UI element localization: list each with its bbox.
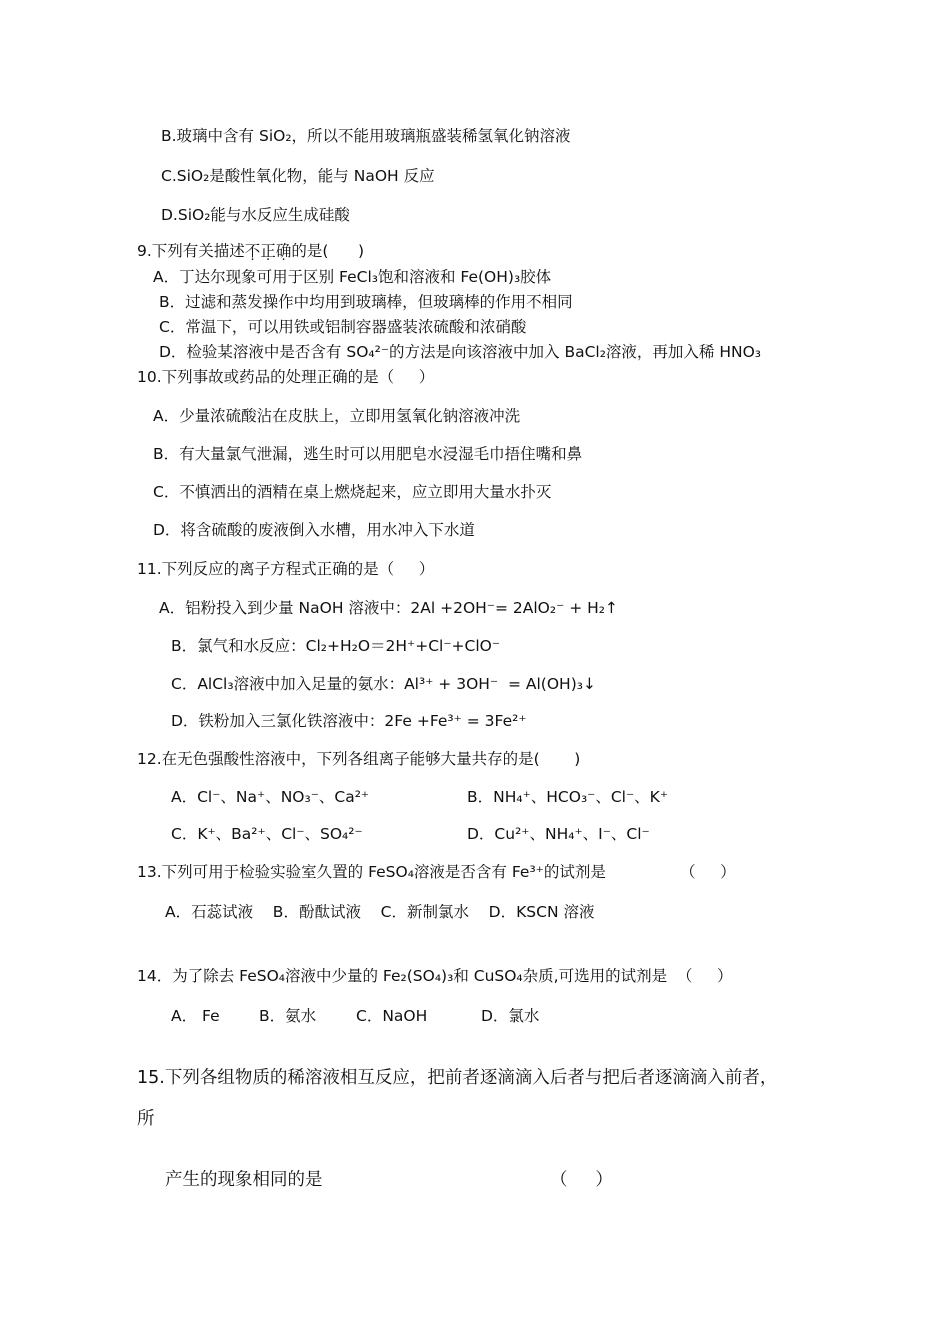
q10-option-b: B．有大量氯气泄漏，逃生时可以用肥皂水浸湿毛巾捂住嘴和鼻 <box>153 445 583 463</box>
q12-option-a: A．Cl⁻、Na⁺、NO₃⁻、Ca²⁺ <box>171 788 370 806</box>
q15-answer-paren: （ ） <box>550 1170 613 1190</box>
q10-option-a: A．少量浓硫酸沾在皮肤上，立即用氢氧化钠溶液冲洗 <box>153 407 521 425</box>
q13-options: A．石蕊试液 B．酚酞试液 C．新制氯水 D．KSCN 溶液 <box>165 903 595 921</box>
q13-stem: 13.下列可用于检验实验室久置的 FeSO₄溶液是否含有 Fe³⁺的试剂是 <box>137 863 606 881</box>
q10-stem: 10.下列事故或药品的处理正确的是（ ） <box>137 368 435 386</box>
q9-emphasis-char: 正 <box>260 242 276 260</box>
q15-stem-line1: 15.下列各组物质的稀溶液相互反应，把前者逐滴滴入后者与把后者逐滴滴入前者， <box>137 1068 778 1088</box>
q9-stem-paren: 的是( ) <box>291 242 365 260</box>
q15-stem-line3: 产生的现象相同的是 <box>165 1170 323 1190</box>
q8-option-d: D.SiO₂能与水反应生成硅酸 <box>161 206 350 224</box>
q8-option-c: C.SiO₂是酸性氧化物，能与 NaOH 反应 <box>161 167 435 185</box>
q14-option-c: C．NaOH <box>356 1007 428 1025</box>
q9-option-d: D．检验某溶液中是否含有 SO₄²⁻的方法是向该溶液中加入 BaCl₂溶液，再加入稀 HNO₃ <box>159 343 762 361</box>
q8-option-b: B.玻璃中含有 SiO₂，所以不能用玻璃瓶盛装稀氢氧化钠溶液 <box>161 127 571 145</box>
q10-option-c: C．不慎洒出的酒精在桌上燃烧起来，应立即用大量水扑灭 <box>153 483 552 501</box>
q9-option-a: A．丁达尔现象可用于区别 FeCl₃饱和溶液和 Fe(OH)₃胶体 <box>153 268 552 286</box>
q14-option-a: A． Fe <box>171 1007 220 1025</box>
q9-stem <box>137 241 364 261</box>
q11-option-d: D．铁粉加入三氯化铁溶液中：2Fe +Fe³⁺ = 3Fe²⁺ <box>171 712 527 730</box>
q12-option-d: D．Cu²⁺、NH₄⁺、I⁻、Cl⁻ <box>467 825 650 843</box>
q11-option-c: C．AlCl₃溶液中加入足量的氨水：Al³⁺ + 3OH⁻ = Al(OH)₃↓ <box>171 675 596 693</box>
q11-option-b: B．氯气和水反应：Cl₂+H₂O＝2H⁺+Cl⁻+ClO⁻ <box>171 637 501 655</box>
q9-option-b: B．过滤和蒸发操作中均用到玻璃棒，但玻璃棒的作用不相同 <box>159 293 573 311</box>
q11-option-a: A．铝粉投入到少量 NaOH 溶液中：2Al +2OH⁻= 2AlO₂⁻ + H₂↑ <box>159 599 618 617</box>
q14-option-d: D．氯水 <box>481 1007 540 1025</box>
q14-option-b: B．氨水 <box>259 1007 317 1025</box>
q14-stem: 14．为了除去 FeSO₄溶液中少量的 Fe₂(SO₄)₃和 CuSO₄杂质,可选用的试剂是 （ ） <box>137 967 733 985</box>
q9-emphasis-char: 不 <box>244 242 261 260</box>
q15-stem-line2: 所 <box>137 1109 155 1129</box>
q9-option-c: C．常温下，可以用铁或铝制容器盛装浓硫酸和浓硝酸 <box>159 318 527 336</box>
q12-stem: 12.在无色强酸性溶液中，下列各组离子能够大量共存的是( ) <box>137 750 581 768</box>
q12-option-c: C．K⁺、Ba²⁺、Cl⁻、SO₄²⁻ <box>171 825 363 843</box>
q12-option-b: B．NH₄⁺、HCO₃⁻、Cl⁻、K⁺ <box>467 788 669 806</box>
q11-stem: 11.下列反应的离子方程式正确的是（ ） <box>137 560 435 578</box>
q9-stem-text: 9.下列有关描述 <box>137 242 245 260</box>
q13-answer-paren: （ ） <box>680 863 736 881</box>
q10-option-d: D．将含硫酸的废液倒入水槽，用水冲入下水道 <box>153 521 475 539</box>
q9-emphasis-char: 确 <box>275 242 292 260</box>
